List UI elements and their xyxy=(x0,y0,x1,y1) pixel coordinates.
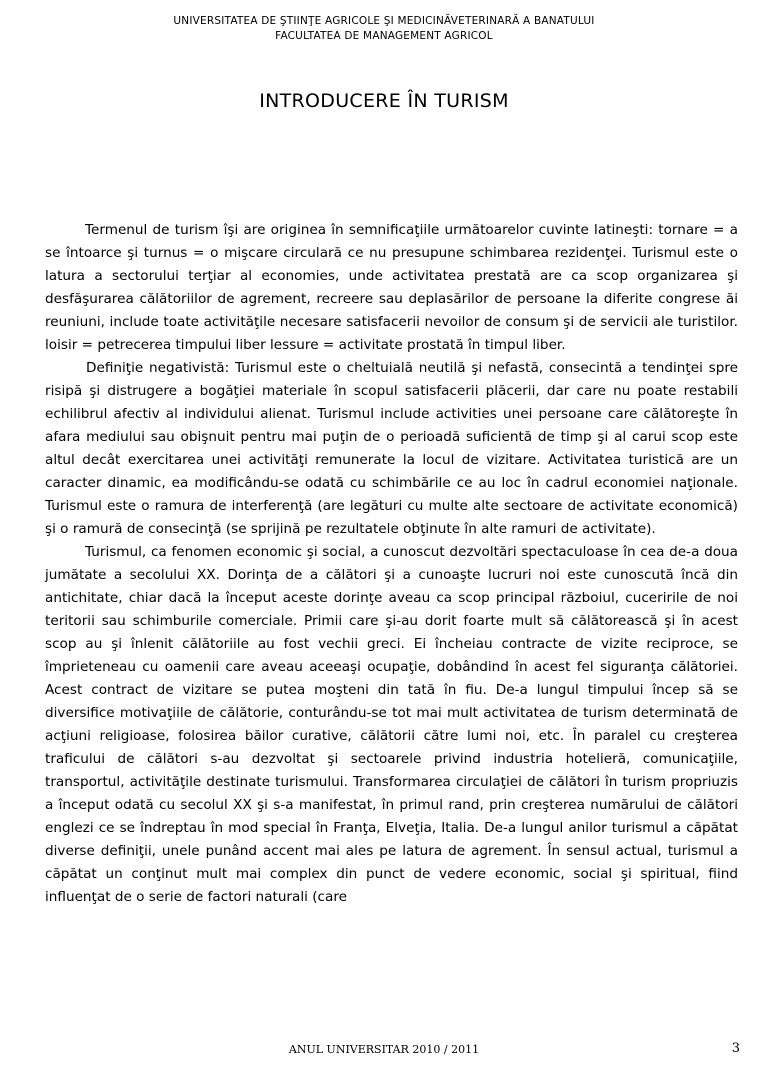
paragraph: Turismul, ca fenomen economic şi social, a cunoscut dezvoltări spectaculoase în cea de-a doua jumătate a secolului XX. Dorinţa de a călători şi a cunoaşte lucruri noi este cunoscută încă din antichitate, chiar dacă la început aceste dorinţe aveau ca scop principal războiul, cuceririle de noi teritorii sau schimburile comerciale. Primii care şi-au dorit foarte mult să călătorească şi în acest scop au şi înlenit călătoriile au fost vechii greci. Ei încheiau contracte de vizite reciproce, se împrieteneau cu oamenii care aveau aceeaşi ocupaţie, dobândind în acest fel siguranţa călătoriei. Acest contract de vizitare se putea moşteni din tată în fiu. De-a lungul timpului încep să se diversifice motivaţiile de călătorie, conturându-se tot mai mult activitatea de turism determinată de acţiuni religioase, folosirea băilor curative, călătorii către lumi noi, etc. În paralel cu creşterea traficului de călători s-au dezvoltat şi sectoarele privind industria hotelieră, comunicaţiile, transportul, activităţile destinate turismului. Transformarea circulaţiei de călători în turism propriuzis a început odată cu secolul XX şi s-a manifestat, în primul rand, prin creşterea numărului de călători englezi ce se îndreptau în mod special în Franţa, Elveţia, Italia. De-a lungul anilor turismul a căpătat diverse definiţii, unele punând accent mai ales pe latura de agrement. În sensul actual, turismul a căpătat un conţinut mult mai complex din punct de vedere economic, social şi spiritual, fiind influenţat de o serie de factori naturali (care xyxy=(45,544,738,905)
document-body xyxy=(45,219,738,909)
paragraph: Definiţie negativistă: Turismul este o cheltuială neutilă şi nefastă, consecintă a tendinţei spre risipă şi distrugere a bogăţiei materiale în scopul satisfacerii plăcerii, dar care nu poate restabili echilibrul afectiv al individului alienat. Turismul include activities unei persoane care călătoreşte în afara mediului sau obişnuit pentru mai puţin de o perioadă suficientă de timp şi al carui scop este altul decât exercitarea unei activităţi remunerate la locul de vizitare. Activitatea turistică are un caracter dinamic, ea modificându-se odată cu schimbările ce au loc în cadrul economiei naţionale. Turismul este o ramura de interferenţă (are legături cu multe alte sectoare de activitate economică) şi o ramură de consecinţă (se sprijină pe rezultatele obţinute în alte ramuri de activitate). xyxy=(45,360,738,537)
university-name: UNIVERSITATEA DE ŞTIINŢE AGRICOLE ŞI MEDICINĂVETERINARĂ A BANATULUI xyxy=(173,15,595,27)
paragraph: Termenul de turism îşi are originea în semnificaţiile următoarelor cuvinte latineşti: tornare = a se întoarce şi turnus = o mişcare circulară ce nu presupune schimbarea rezidenţei. Turismul este o latura a sectorului terţiar al economies, unde activitatea prestată are ca scop organizarea şi desfăşurarea călătoriilor de agrement, recreere sau deplasărilor de persoane la diferite congrese ăi reuniuni, include toate activităţile necesare satisfacerii nevoilor de consum şi de servicii ale turistilor. loisir = petrecerea timpului liber lessure = activitate prostată în timpul liber. xyxy=(45,222,738,353)
page-header xyxy=(0,14,768,44)
page-number: 3 xyxy=(731,1041,740,1056)
footer-academic-year: ANUL UNIVERSITAR 2010 / 2011 xyxy=(288,1043,480,1056)
document-title: INTRODUCERE ÎN TURISM xyxy=(259,90,509,112)
faculty-name: FACULTATEA DE MANAGEMENT AGRICOL xyxy=(275,30,493,42)
